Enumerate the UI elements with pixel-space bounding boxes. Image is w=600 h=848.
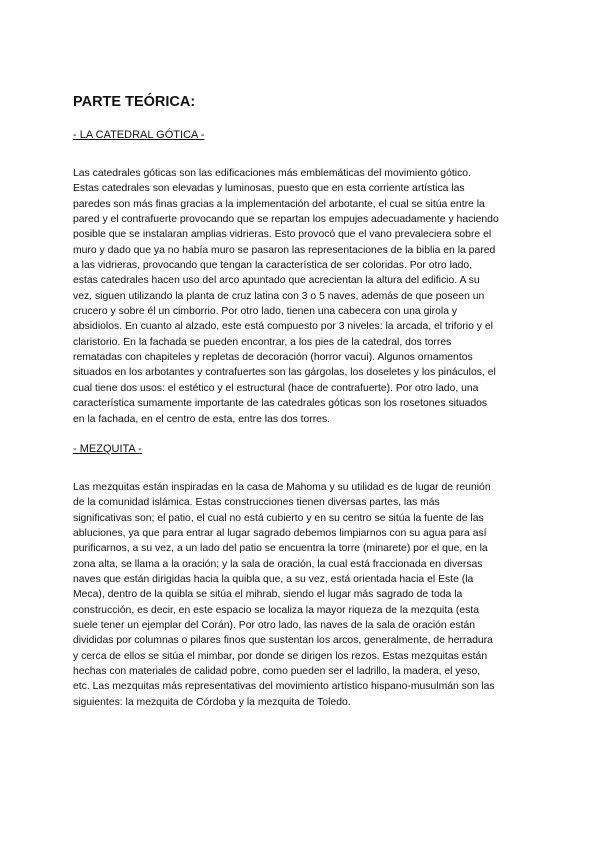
text-line: divididas por columnas o pilares finos que sustentan los arcos, generalmente, de herradura — [73, 635, 493, 647]
text-line: claristorio. En la fachada se pueden encontrar, a los pies de la catedral, dos torres — [73, 336, 452, 348]
text-line: naves que están dirigidas hacia la quibla que, a su vez, está orientada hacia el Este (la — [73, 573, 474, 585]
section-heading-catedral: - LA CATEDRAL GÓTICA - — [73, 129, 205, 141]
text-line: Estas catedrales son elevadas y luminosas, puesto que en esta corriente artística las — [73, 183, 465, 195]
section-heading-mezquita: - MEZQUITA - — [73, 442, 142, 455]
text-line: Las catedrales góticas son las edificaciones más emblemáticas del movimiento gótico. — [73, 168, 471, 179]
text-line: vez, siguen utilizando la planta de cruz latina con 3 o 5 naves, además de que poseen un — [73, 290, 485, 302]
text-line: y cerca de ellos se sitúa el mimbar, por donde se dirigen los rezos. Estas mezquitas están — [73, 650, 488, 662]
text-line: rematadas con chapiteles y repletas de decoración (horror vacui). Algunos ornamentos — [73, 352, 473, 364]
text-line: cual tiene dos usos: el estético y el estructural (hace de contrafuerte). Por otro lado, una — [73, 382, 479, 394]
text-line: estas catedrales hacen uso del arco apuntado que acrecientan la altura del edificio. A su — [73, 275, 480, 287]
text-line: situados en los arbotantes y contrafuertes son las gárgolas, los doseletes y los pináculos, el — [73, 367, 496, 379]
text-line: posible que se instalaran amplias vidrieras. Esto provocó que el vano prevaleciera sobre el — [73, 229, 492, 241]
text-line: pared y el contrafuerte provocando que se repartan los empujes adecuadamente y haciendo — [73, 214, 499, 226]
text-line: suele tener un ejemplar del Corán). Por otro lado, las naves de la sala de oración están — [73, 619, 476, 631]
text-line: característica sumamente importante de las catedrales góticas son los rosetones situados — [73, 398, 488, 410]
text-line: de la comunidad islámica. Estas construcciones tienen diversas partes, las más — [73, 497, 440, 509]
text-line: en la fachada, en el centro de esta, entre las dos torres. — [73, 413, 331, 425]
text-line: Meca), dentro de la quibla se sitúa el mihrab, siendo el lugar más sagrado de toda la — [73, 589, 463, 601]
page-title: PARTE TEÓRICA: — [73, 94, 196, 110]
text-line: abluciones, ya que para entrar al lugar sagrado debemos limpiarnos con su agua para así — [73, 527, 487, 539]
text-line: Las mezquitas están inspiradas en la casa de Mahoma y su utilidad es de lugar de reunión — [73, 481, 491, 493]
text-line: a las vidrieras, provocando que tengan la característica de ser coloridas. Por otro lado, — [73, 260, 473, 272]
document-page — [73, 93, 529, 710]
paragraph-catedral — [73, 166, 529, 427]
text-line: absidiolos. En cuanto al alzado, este está compuesto por 3 niveles: la arcada, el triforio y el — [73, 321, 493, 333]
text-line: etc. Las mezquitas más representativas del movimiento artístico hispano-musulmán son las — [73, 681, 495, 693]
text-line: hechas con materiales de calidad pobre, como pueden ser el ladrillo, la madera, el yeso, — [73, 665, 481, 677]
text-line: construcción, es decir, en este espacio se localiza la mayor riqueza de la mezquita (esta — [73, 604, 480, 616]
text-line: siguientes: la mezquita de Córdoba y la mezquita de Toledo. — [73, 696, 351, 708]
text-line: zona alta, se llama a la oración; y la sala de oración, la cual está fraccionada en diversas — [73, 558, 483, 570]
text-line: significativas son; el patio, el cual no está cubierto y en su centro se sitúa la fuente de las — [73, 512, 484, 524]
text-line: paredes son más finas gracias a la implementación del arbotante, el cual se sitúa entre la — [73, 198, 485, 210]
text-line: crucero y sobre él un cimborrio. Por otro lado, tienen una cabecera con una girola y — [73, 306, 458, 318]
text-line: purificarnos, a su vez, a un lado del patio se encuentra la torre (minarete) por el que, en la — [73, 543, 488, 555]
text-line: muro y dado que ya no había muro se pasaron las representaciones de la biblia en la pared — [73, 244, 496, 256]
paragraph-mezquita — [73, 480, 529, 710]
